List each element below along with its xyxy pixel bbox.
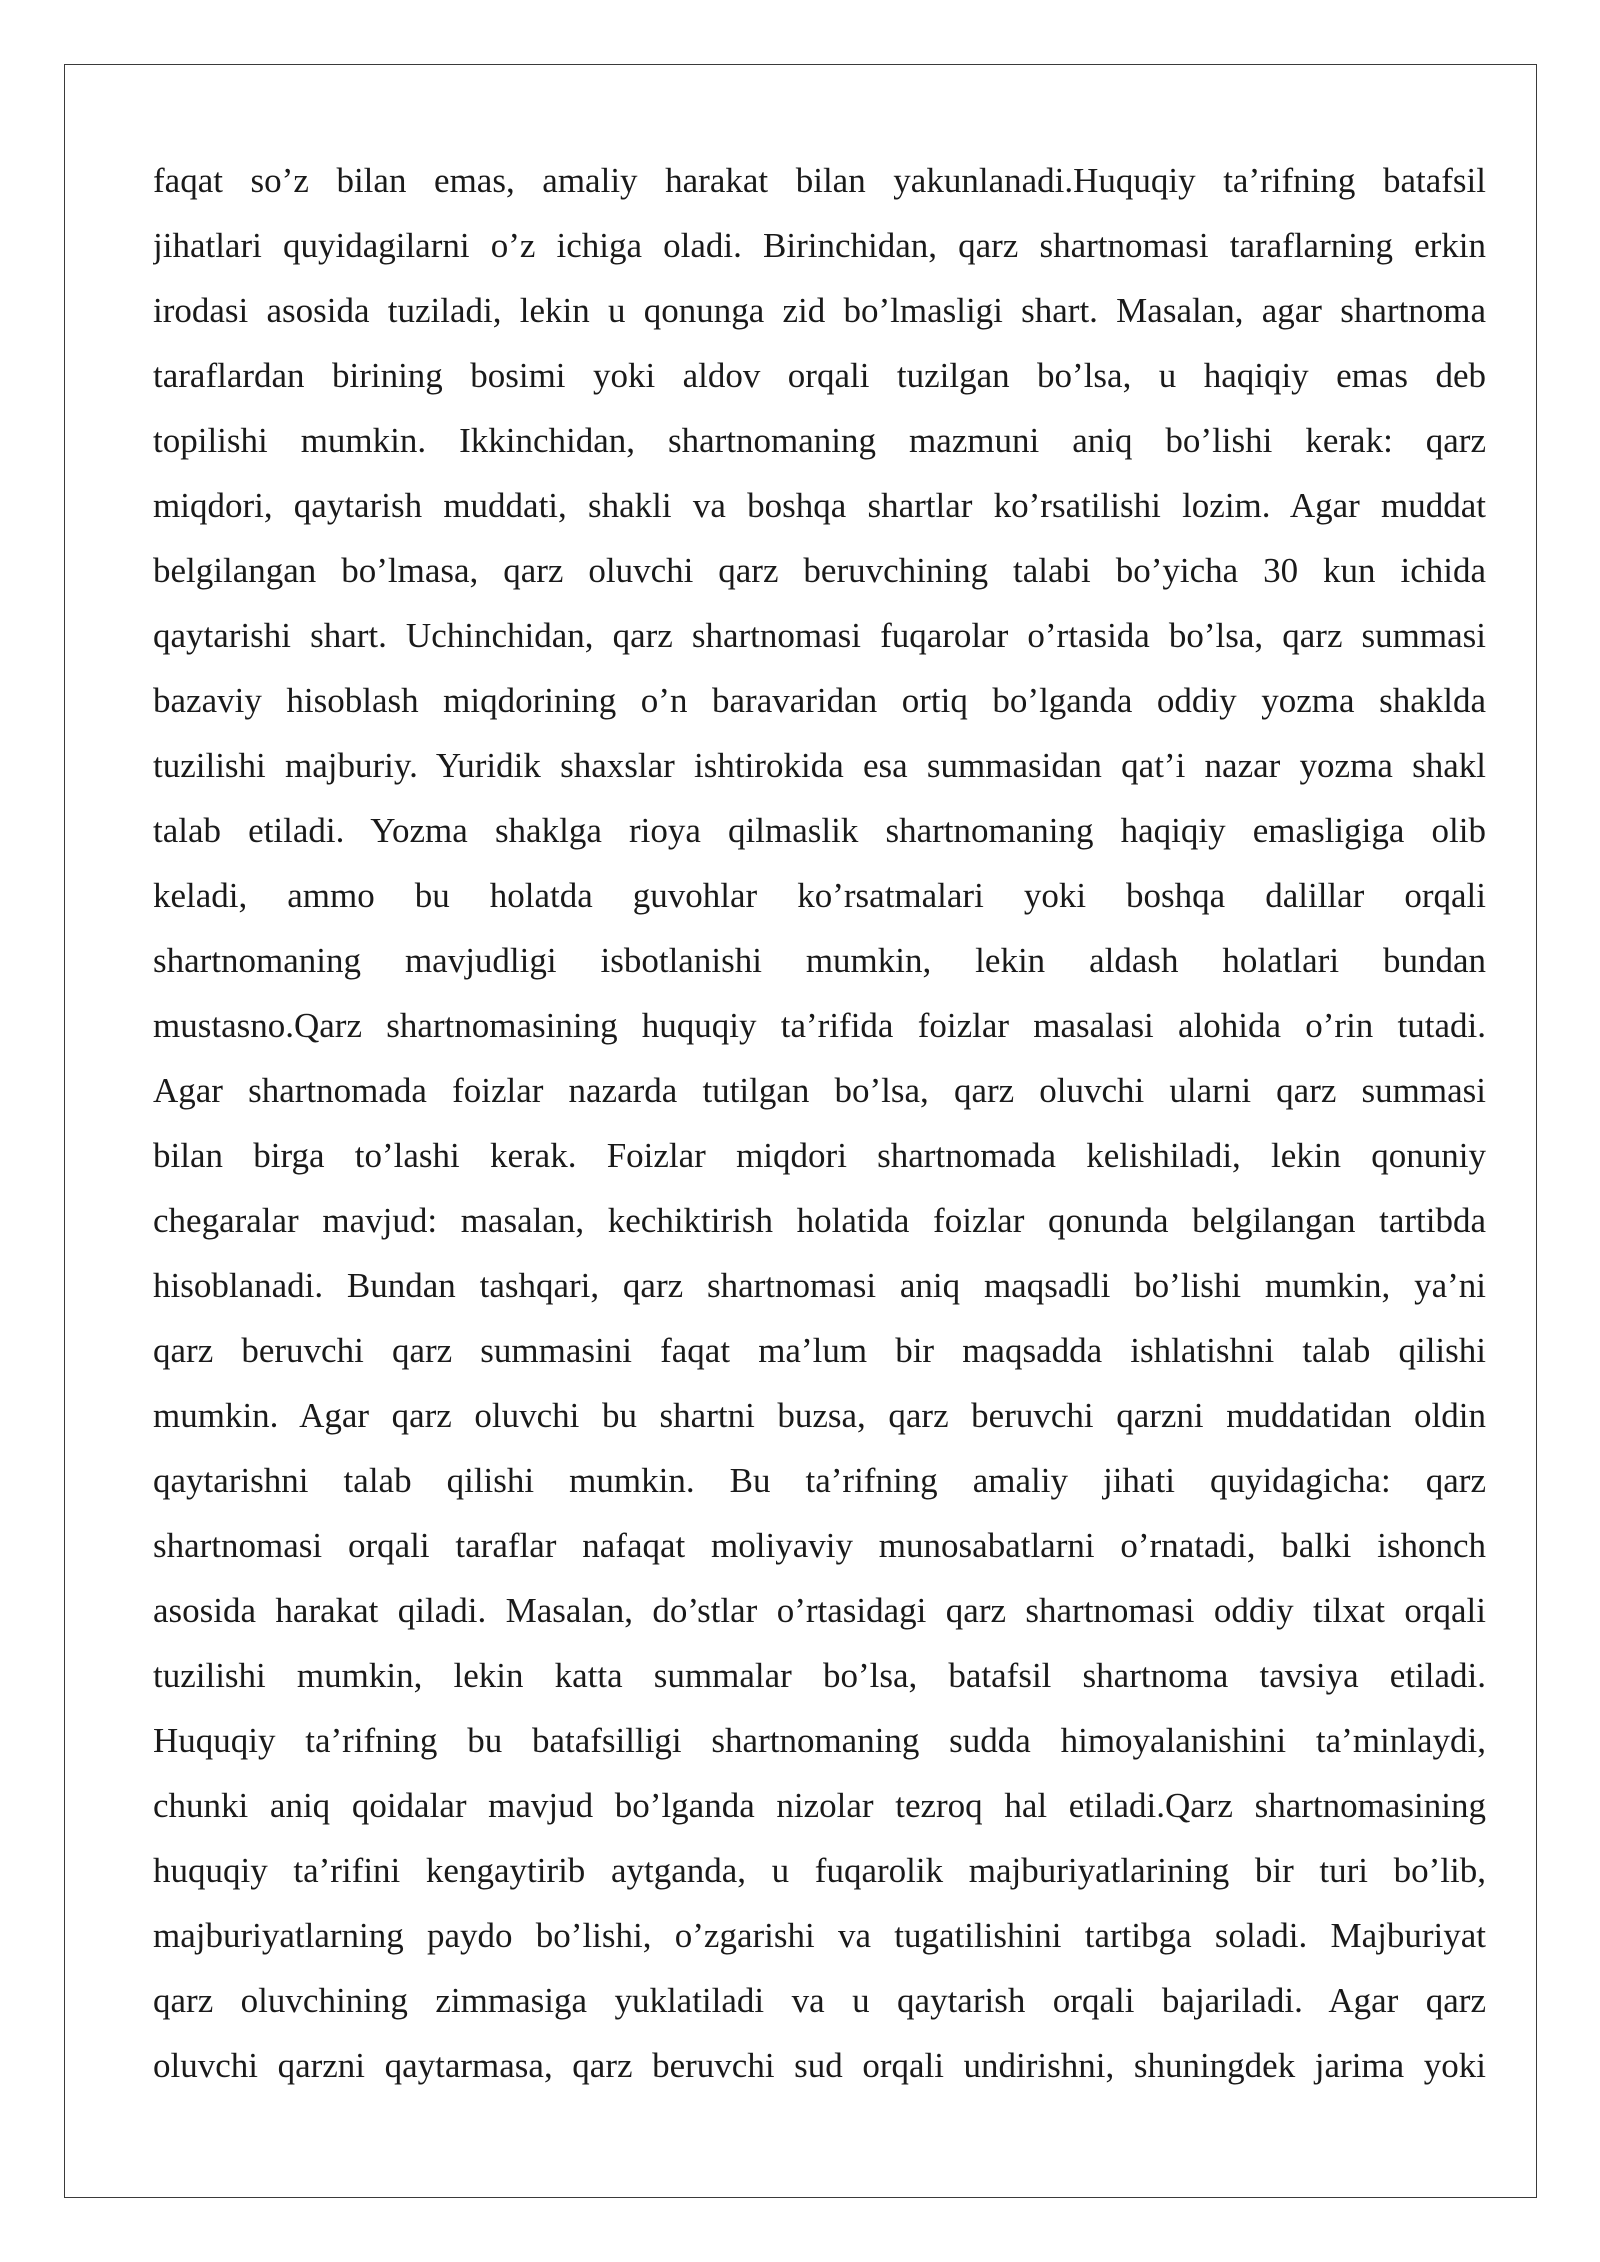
- text-line: oluvchi qarzni qaytarmasa, qarz beruvchi sud orqali undirishni, shuningdek jarima yoki: [153, 2046, 1486, 2085]
- text-line: taraflardan birining bosimi yoki aldov orqali tuzilgan bo’lsa, u haqiqiy emas deb: [153, 356, 1486, 395]
- text-line: tuzilishi majburiy. Yuridik shaxslar ishtirokida esa summasidan qat’i nazar yozma shakl: [153, 746, 1486, 785]
- text-line: bazaviy hisoblash miqdorining o’n baravaridan ortiq bo’lganda oddiy yozma shaklda: [153, 681, 1486, 720]
- text-line: hisoblanadi. Bundan tashqari, qarz shartnomasi aniq maqsadli bo’lishi mumkin, ya’ni: [153, 1266, 1486, 1305]
- text-line: faqat so’z bilan emas, amaliy harakat bilan yakunlanadi.Huquqiy ta’rifning batafsil: [153, 161, 1486, 200]
- text-line: shartnomaning mavjudligi isbotlanishi mumkin, lekin aldash holatlari bundan: [153, 941, 1486, 980]
- text-line: Huquqiy ta’rifning bu batafsilligi shartnomaning sudda himoyalanishini ta’minlaydi,: [153, 1721, 1486, 1760]
- text-line: huquqiy ta’rifini kengaytirib aytganda, u fuqarolik majburiyatlarining bir turi bo’lib,: [153, 1851, 1486, 1890]
- text-line: qaytarishi shart. Uchinchidan, qarz shartnomasi fuqarolar o’rtasida bo’lsa, qarz summasi: [153, 616, 1486, 655]
- text-line: qaytarishni talab qilishi mumkin. Bu ta’rifning amaliy jihati quyidagicha: qarz: [153, 1461, 1486, 1500]
- text-line: miqdori, qaytarish muddati, shakli va boshqa shartlar ko’rsatilishi lozim. Agar muddat: [153, 486, 1486, 525]
- text-line: chegaralar mavjud: masalan, kechiktirish holatida foizlar qonunda belgilangan tartibda: [153, 1201, 1486, 1240]
- text-line: topilishi mumkin. Ikkinchidan, shartnomaning mazmuni aniq bo’lishi kerak: qarz: [153, 421, 1486, 460]
- text-line: keladi, ammo bu holatda guvohlar ko’rsatmalari yoki boshqa dalillar orqali: [153, 876, 1486, 915]
- text-line: asosida harakat qiladi. Masalan, do’stlar o’rtasidagi qarz shartnomasi oddiy tilxat orqali: [153, 1591, 1486, 1630]
- text-line: mustasno.Qarz shartnomasining huquqiy ta’rifida foizlar masalasi alohida o’rin tutadi.: [153, 1006, 1486, 1045]
- text-line: shartnomasi orqali taraflar nafaqat moliyaviy munosabatlarni o’rnatadi, balki ishonch: [153, 1526, 1486, 1565]
- text-line: tuzilishi mumkin, lekin katta summalar bo’lsa, batafsil shartnoma tavsiya etiladi.: [153, 1656, 1486, 1695]
- text-line: mumkin. Agar qarz oluvchi bu shartni buzsa, qarz beruvchi qarzni muddatidan oldin: [153, 1396, 1486, 1435]
- text-line: belgilangan bo’lmasa, qarz oluvchi qarz beruvchining talabi bo’yicha 30 kun ichida: [153, 551, 1486, 590]
- text-line: bilan birga to’lashi kerak. Foizlar miqdori shartnomada kelishiladi, lekin qonuniy: [153, 1136, 1486, 1175]
- text-line: qarz oluvchining zimmasiga yuklatiladi va u qaytarish orqali bajariladi. Agar qarz: [153, 1981, 1486, 2020]
- text-line: qarz beruvchi qarz summasini faqat ma’lum bir maqsadda ishlatishni talab qilishi: [153, 1331, 1486, 1370]
- document-body-text: [153, 148, 1486, 2098]
- text-line: irodasi asosida tuziladi, lekin u qonunga zid bo’lmasligi shart. Masalan, agar shartnoma: [153, 291, 1486, 330]
- text-line: jihatlari quyidagilarni o’z ichiga oladi. Birinchidan, qarz shartnomasi taraflarning erkin: [153, 226, 1486, 265]
- text-line: talab etiladi. Yozma shaklga rioya qilmaslik shartnomaning haqiqiy emasligiga olib: [153, 811, 1486, 850]
- text-line: chunki aniq qoidalar mavjud bo’lganda nizolar tezroq hal etiladi.Qarz shartnomasining: [153, 1786, 1486, 1825]
- text-line: Agar shartnomada foizlar nazarda tutilgan bo’lsa, qarz oluvchi ularni qarz summasi: [153, 1071, 1486, 1110]
- text-line: majburiyatlarning paydo bo’lishi, o’zgarishi va tugatilishini tartibga soladi. Majburiyat: [153, 1916, 1486, 1955]
